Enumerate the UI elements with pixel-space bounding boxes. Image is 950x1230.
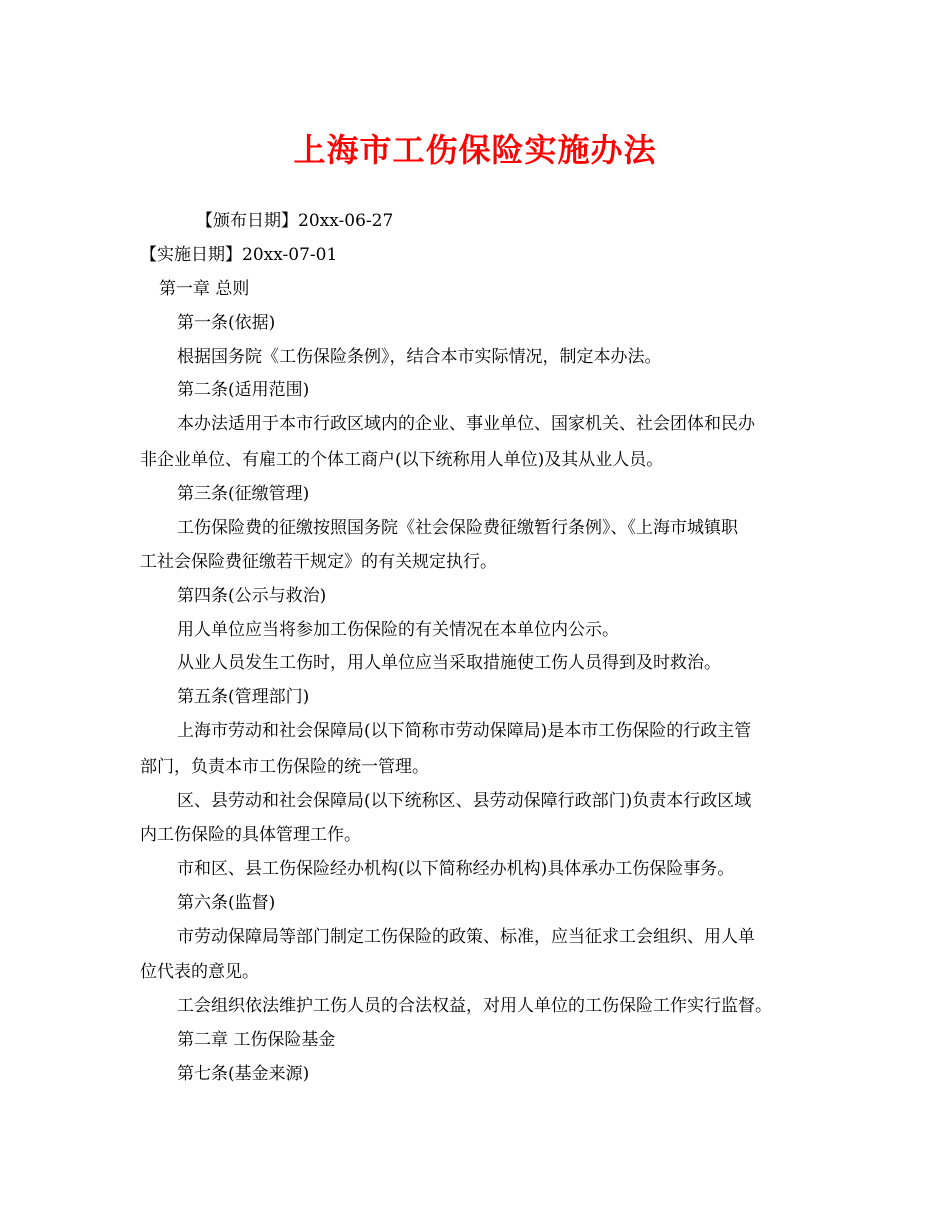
paragraph-line: 用人单位应当将参加工伤保险的有关情况在本单位内公示。 [177,620,619,640]
paragraph-line: 根据国务院《工伤保险条例》，结合本市实际情况，制定本办法。 [177,347,662,367]
paragraph-line: 工社会保险费征缴若干规定》的有关规定执行。 [140,552,497,572]
article-heading: 第一条(依据) [177,313,276,333]
article-heading: 第三条(征缴管理) [177,484,310,504]
paragraph-line: 从业人员发生工伤时，用人单位应当采取措施使工伤人员得到及时救治。 [177,653,721,673]
article-heading: 第五条(管理部门) [177,687,310,707]
paragraph-line: 本办法适用于本市行政区域内的企业、事业单位、国家机关、社会团体和民办 [177,414,755,434]
paragraph-line: 上海市劳动和社会保障局(以下简称市劳动保障局)是本市工伤保险的行政主管 [177,721,752,741]
paragraph-line: 区、县劳动和社会保障局(以下统称区、县劳动保障行政部门)负责本行政区域 [177,791,752,811]
paragraph-line: 位代表的意见。 [140,962,259,982]
promulgation-date: 【颁布日期】20xx-06-27 [196,211,394,231]
paragraph-line: 市和区、县工伤保险经办机构(以下简称经办机构)具体承办工伤保险事务。 [177,859,735,879]
paragraph-line: 市劳动保障局等部门制定工伤保险的政策、标准，应当征求工会组织、用人单 [177,927,755,947]
article-heading: 第六条(监督) [177,893,276,913]
paragraph-line: 非企业单位、有雇工的个体工商户(以下统称用人单位)及其从业人员。 [140,450,664,470]
paragraph-line: 工伤保险费的征缴按照国务院《社会保险费征缴暂行条例》、《上海市城镇职 [177,518,738,538]
chapter-heading: 第二章 工伤保险基金 [177,1030,336,1050]
document-title: 上海市工伤保险实施办法 [293,131,657,169]
paragraph-line: 内工伤保险的具体管理工作。 [140,825,361,845]
paragraph-line: 部门，负责本市工伤保险的统一管理。 [140,757,429,777]
paragraph-line: 工会组织依法维护工伤人员的合法权益，对用人单位的工伤保险工作实行监督。 [177,996,772,1016]
effective-date: 【实施日期】20xx-07-01 [140,245,338,265]
article-heading: 第七条(基金来源) [177,1064,310,1084]
article-heading: 第二条(适用范围) [177,380,310,400]
article-heading: 第四条(公示与救治) [177,586,327,606]
chapter-heading: 第一章 总则 [159,279,250,299]
